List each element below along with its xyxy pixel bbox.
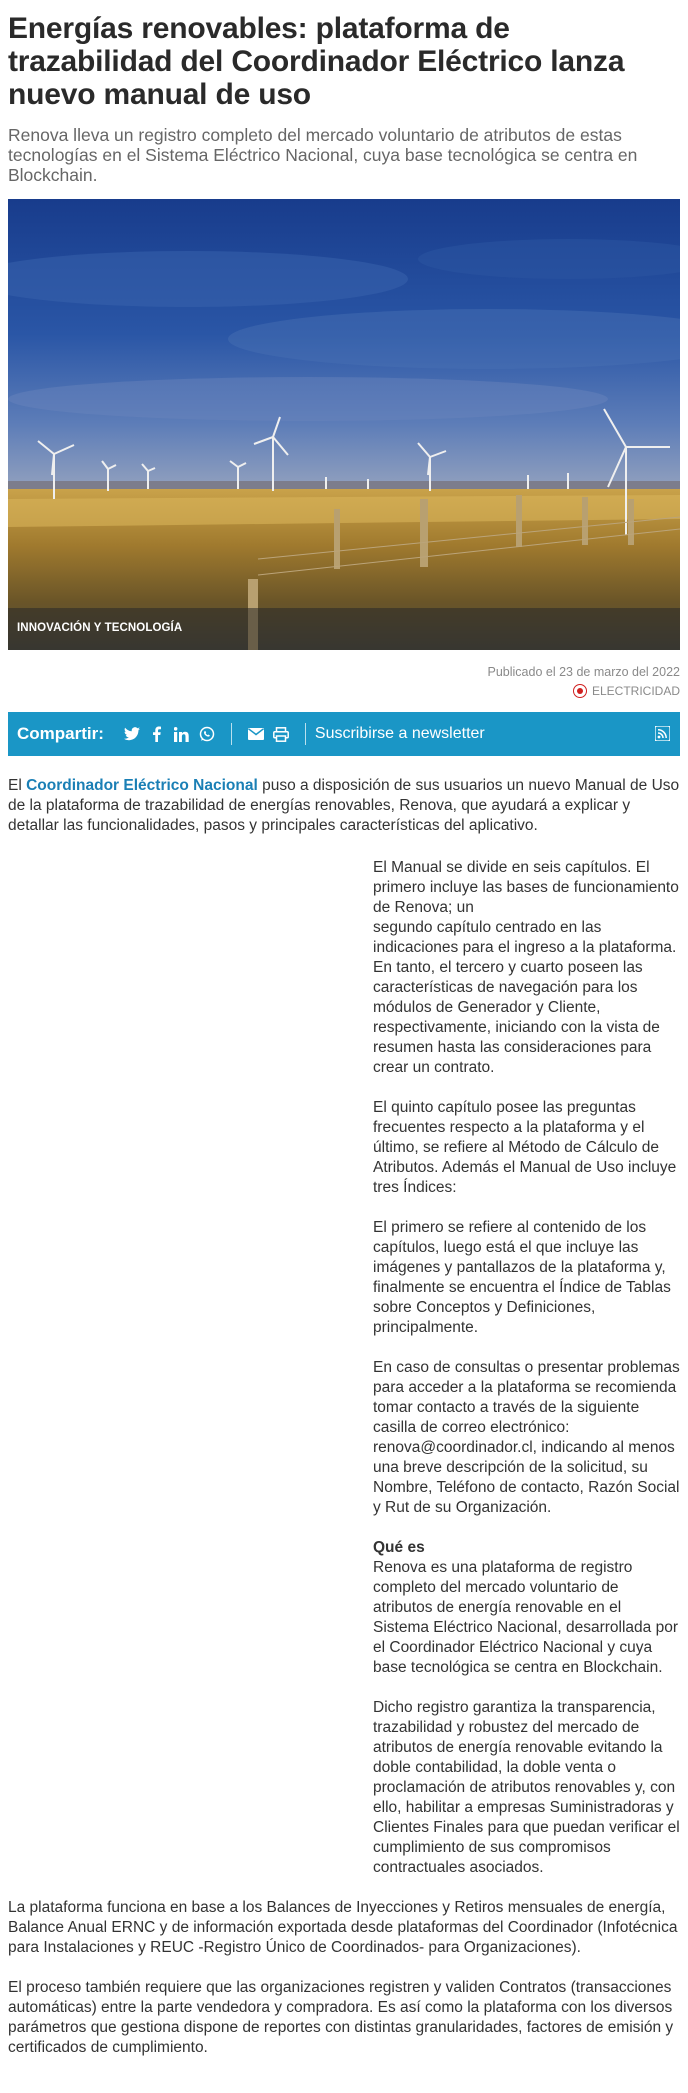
- publish-date: Publicado el 23 de marzo del 2022: [487, 665, 680, 679]
- paragraph: Dicho registro garantiza la transparencia, trazabilidad y robustez del mercado de atributos de energía renovable evitando la doble contabilidad, la doble venta o proclamación de atributos renovables y, con ello, habilitar a empresas Suministradoras y Clientes Finales para que puedan verificar el cumplimiento de sus compromisos contractuales asociados.: [373, 1699, 680, 1876]
- share-bar: [8, 712, 680, 756]
- article-meta: [8, 663, 680, 700]
- paragraph: [373, 1538, 680, 1678]
- wind-farm-photo: [8, 199, 680, 650]
- share-separator: [231, 723, 232, 745]
- newsletter-link[interactable]: Suscribirse a newsletter: [314, 725, 485, 742]
- article-subtitle: Renova lleva un registro completo del mercado voluntario de atributos de estas tecnologías en el Sistema Eléctrico Nacional, cuya base tecnológica se centra en Blockchain.: [8, 125, 638, 185]
- print-icon[interactable]: [273, 726, 289, 742]
- twitter-icon[interactable]: [124, 726, 140, 742]
- hero-image: [8, 199, 680, 650]
- email-icon[interactable]: [248, 726, 264, 742]
- paragraph-part: segundo capítulo centrado en las indicaciones para el ingreso a la plataforma. En tanto, el tercero y cuarto poseen las características de navegación para los módulos de Generador y Cliente, respectivamente, iniciando con la vista de resumen hasta las consideraciones para crear un contrato.: [373, 919, 677, 1076]
- category-label[interactable]: ELECTRICIDAD: [591, 684, 680, 698]
- paragraph: El primero se refiere al contenido de los capítulos, luego está el que incluye las imágenes y pantallazos de la plataforma y, finalmente se encuentra el Índice de Tablas sobre Conceptos y Definiciones, principalmente.: [373, 1219, 671, 1336]
- paragraph: La plataforma funciona en base a los Balances de Inyecciones y Retiros mensuales de energía, Balance Anual ERNC y de información exportada desde plataformas del Coordinador (Infotécnica para Instalaciones y REUC -Registro Único de Coordinados- para Organizaciones).: [8, 1899, 678, 1956]
- share-icons: [124, 723, 313, 745]
- article-title: Energías renovables: plataforma de trazabilidad del Coordinador Eléctrico lanza nuevo manual de uso: [8, 12, 625, 111]
- intro-rest: puso a disposición de sus usuarios un nuevo Manual de Uso de la plataforma de trazabilidad de energías renovables, Renova, que ayudará a explicar y detallar las funcionalidades, pasos y principales características del aplicativo.: [8, 777, 680, 834]
- electricity-category-icon: [573, 684, 587, 698]
- rss-icon[interactable]: [655, 726, 670, 746]
- paragraph-part: Renova es una plataforma de registro completo del mercado voluntario de atributos de energía renovable en el Sistema Eléctrico Nacional, desarrollada por el Coordinador Eléctrico Nacional y cuya base tecnológica se centra en Blockchain.: [373, 1559, 678, 1676]
- paragraph: El quinto capítulo posee las preguntas frecuentes respecto a la plataforma y el último, se refiere al Método de Cálculo de Atributos. Además el Manual de Uso incluye tres Índices:: [373, 1099, 677, 1196]
- image-category-overlay: [8, 608, 680, 650]
- paragraph: En caso de consultas o presentar problemas para acceder a la plataforma se recomienda tomar contacto a través de la siguiente casilla de correo electrónico: renova@coordinador.cl, indicando al menos una breve descripción de la solicitud, su Nombre, Teléfono de contacto, Razón Social y Rut de su Organización.: [373, 1359, 680, 1516]
- category-tag[interactable]: [573, 682, 680, 700]
- share-separator: [305, 723, 306, 745]
- paragraph: El proceso también requiere que las organizaciones registren y validen Contratos (transacciones automáticas) entre la parte vendedora y compradora. Es así como la plataforma con los diversos parámetros que gestiona dispone de reportes con distintas granularidades, factores de emisión y certificados de cumplimiento.: [8, 1979, 674, 2056]
- share-label: Compartir:: [17, 724, 104, 743]
- paragraph: [373, 858, 680, 1078]
- facebook-icon[interactable]: [149, 726, 165, 742]
- linkedin-icon[interactable]: [174, 726, 190, 742]
- coordinador-link[interactable]: Coordinador Eléctrico Nacional: [26, 777, 258, 794]
- paragraph-part: El Manual se divide en seis capítulos. El primero incluye las bases de funcionamiento de Renova; un: [373, 859, 679, 916]
- whatsapp-icon[interactable]: [199, 726, 215, 742]
- article: [0, 12, 688, 2058]
- article-column: [373, 858, 680, 1878]
- section-heading: Qué es: [373, 1539, 425, 1556]
- image-category-label[interactable]: INNOVACIÓN Y TECNOLOGÍA: [17, 622, 183, 634]
- article-footer-text: [8, 1898, 680, 2058]
- intro-prefix: El: [8, 777, 27, 794]
- intro-paragraph: [8, 776, 680, 836]
